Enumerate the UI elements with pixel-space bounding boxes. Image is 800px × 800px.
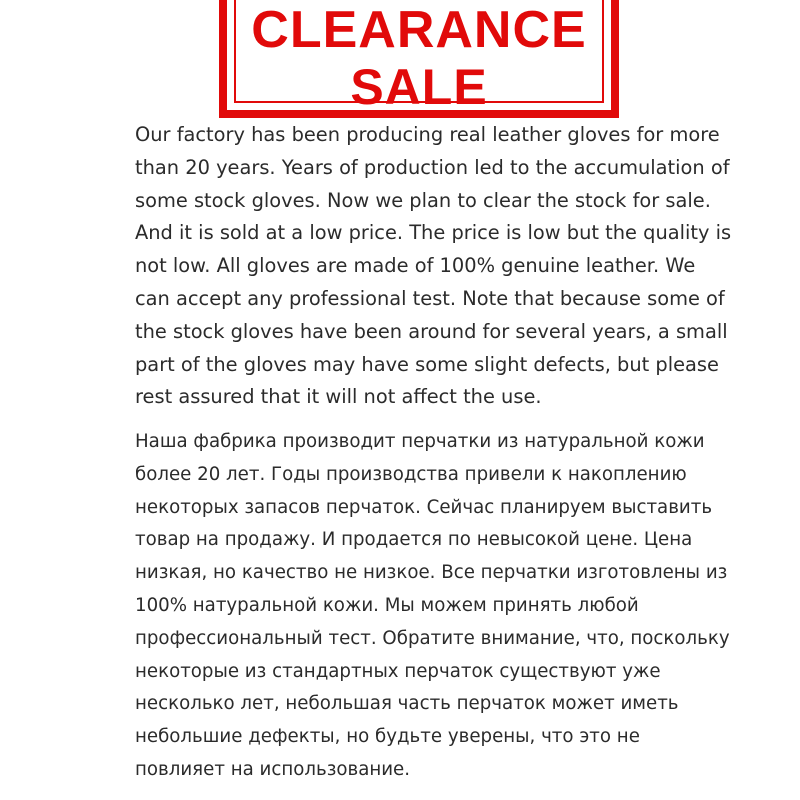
description-russian: Наша фабрика производит перчатки из натуральной кожи более 20 лет. Годы производства привели к накоплению некоторых запасов перчаток. Сейчас планируем выставить товар на продажу. И продается по невысокой цене. Цена низкая, но качество не низкое. Все перчатки изготовлены из 100% натуральной кожи. Мы можем принять любой профессиональный тест. Обратите внимание, что, поскольку некоторые из стандартных перчаток существуют уже несколько лет, небольшая часть перчаток может иметь небольшие дефекты, но будьте уверены, что это не повлияет на использование. xyxy=(135,431,730,780)
banner-title-line1: CLEARANCE xyxy=(251,1,587,59)
description-english: Our factory has been producing real leather gloves for more than 20 years. Years of production led to the accumulation of some stock gloves. Now we plan to clear the stock for sale. And it is sold at a low price. The price is low but the quality is not low. All gloves are made of 100% genuine leather. We can accept any professional test. Note that because some of the stock gloves have been around for several years, a small part of the gloves may have some slight defects, but please rest assured that it will not affect the use. xyxy=(135,123,732,409)
banner-title-line2: SALE xyxy=(350,59,488,115)
clearance-sale-banner xyxy=(219,0,619,118)
